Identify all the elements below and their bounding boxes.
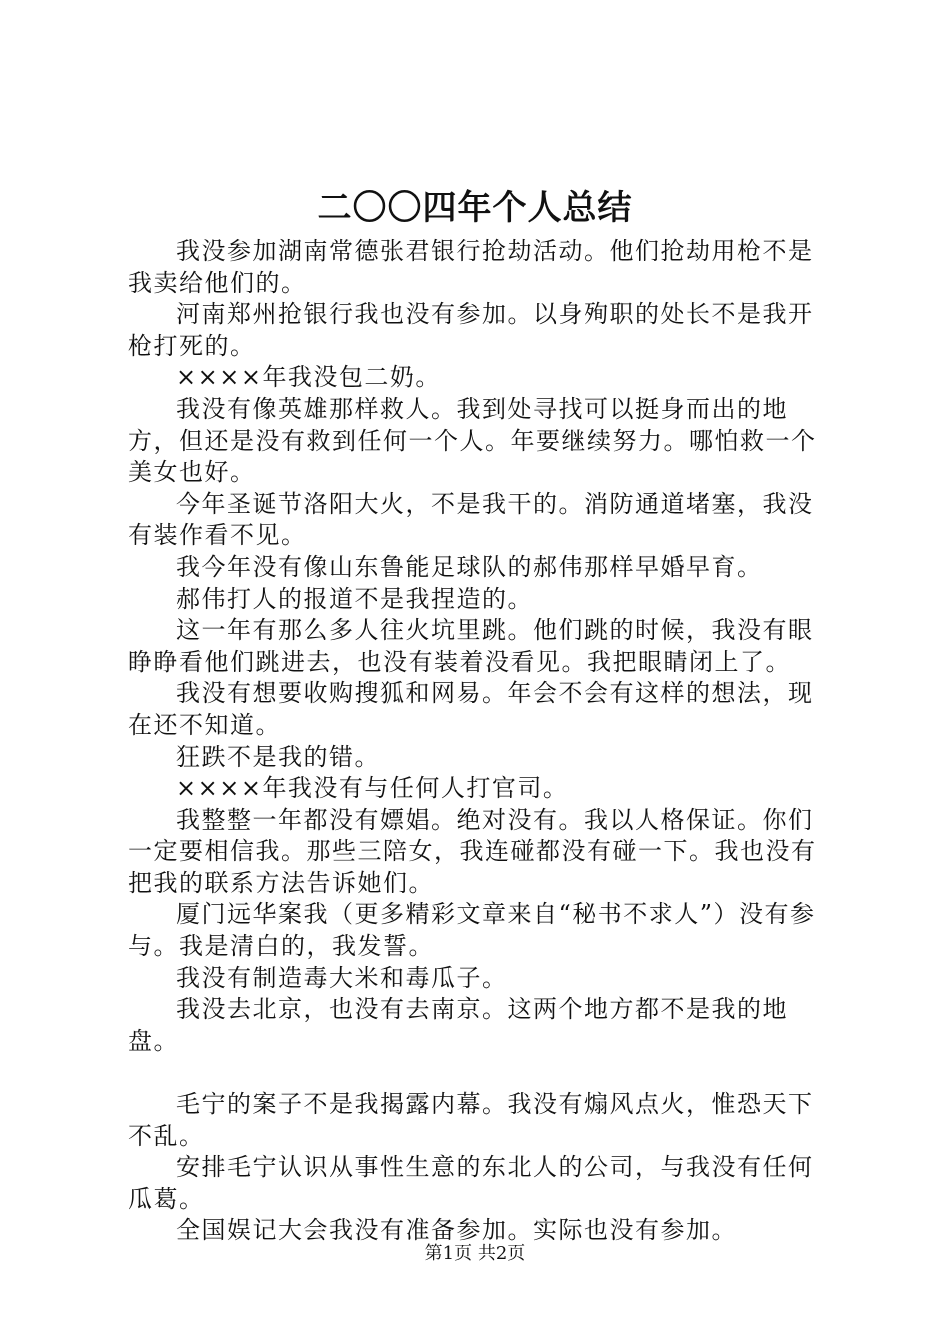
paragraph: 我没有像英雄那样救人。我到处寻找可以挺身而出的地方，但还是没有救到任何一个人。年要继续努力。哪怕救一个美女也好。 xyxy=(128,394,817,487)
document-body xyxy=(128,236,838,1247)
paragraph: 狂跌不是我的错。 xyxy=(176,742,380,771)
paragraph: 厦门远华案我（更多精彩文章来自“秘书不求人”）没有参与。我是清白的，我发誓。 xyxy=(128,900,816,961)
paragraph: 我整整一年都没有嫖娼。绝对没有。我以人格保证。你们一定要相信我。那些三陪女，我连碰都没有碰一下。我也没有把我的联系方法告诉她们。 xyxy=(128,805,817,897)
paragraph: 我没有想要收购搜狐和网易。年会不会有这样的想法，现在还不知道。 xyxy=(128,679,814,739)
paragraph: 毛宁的案子不是我揭露内幕。我没有煽风点火，惟恐天下不乱。 xyxy=(128,1090,814,1150)
page-footer: 第1页 共2页 xyxy=(424,1243,526,1264)
paragraph: 全国娱记大会我没有准备参加。实际也没有参加。 xyxy=(176,1216,737,1245)
paragraph: 我没去北京，也没有去南京。这两个地方都不是我的地盘。 xyxy=(128,995,788,1055)
document-title: 二〇〇四年个人总结 xyxy=(317,188,633,228)
paragraph: 我没参加湖南常德张君银行抢劫活动。他们抢劫用枪不是我卖给他们的。 xyxy=(128,237,814,297)
paragraph: ××××年我没有与任何人打官司。 xyxy=(176,774,569,803)
paragraph: 今年圣诞节洛阳大火，不是我干的。消防通道堵塞，我没有装作看不见。 xyxy=(128,489,814,550)
paragraph: 安排毛宁认识从事性生意的东北人的公司，与我没有任何瓜葛。 xyxy=(128,1153,814,1213)
paragraph: 我没有制造毒大米和毒瓜子。 xyxy=(176,963,508,992)
blank-line xyxy=(128,1057,838,1089)
paragraph: 这一年有那么多人往火坑里跳。他们跳的时候，我没有眼睁睁看他们跳进去，也没有装着没看见。我把眼睛闭上了。 xyxy=(128,616,814,676)
paragraph: 郝伟打人的报道不是我捏造的。 xyxy=(176,584,533,613)
paragraph: ××××年我没包二奶。 xyxy=(176,363,441,392)
paragraph: 河南郑州抢银行我也没有参加。以身殉职的处长不是我开枪打死的。 xyxy=(128,300,814,360)
paragraph: 我今年没有像山东鲁能足球队的郝伟那样早婚早育。 xyxy=(176,552,763,581)
